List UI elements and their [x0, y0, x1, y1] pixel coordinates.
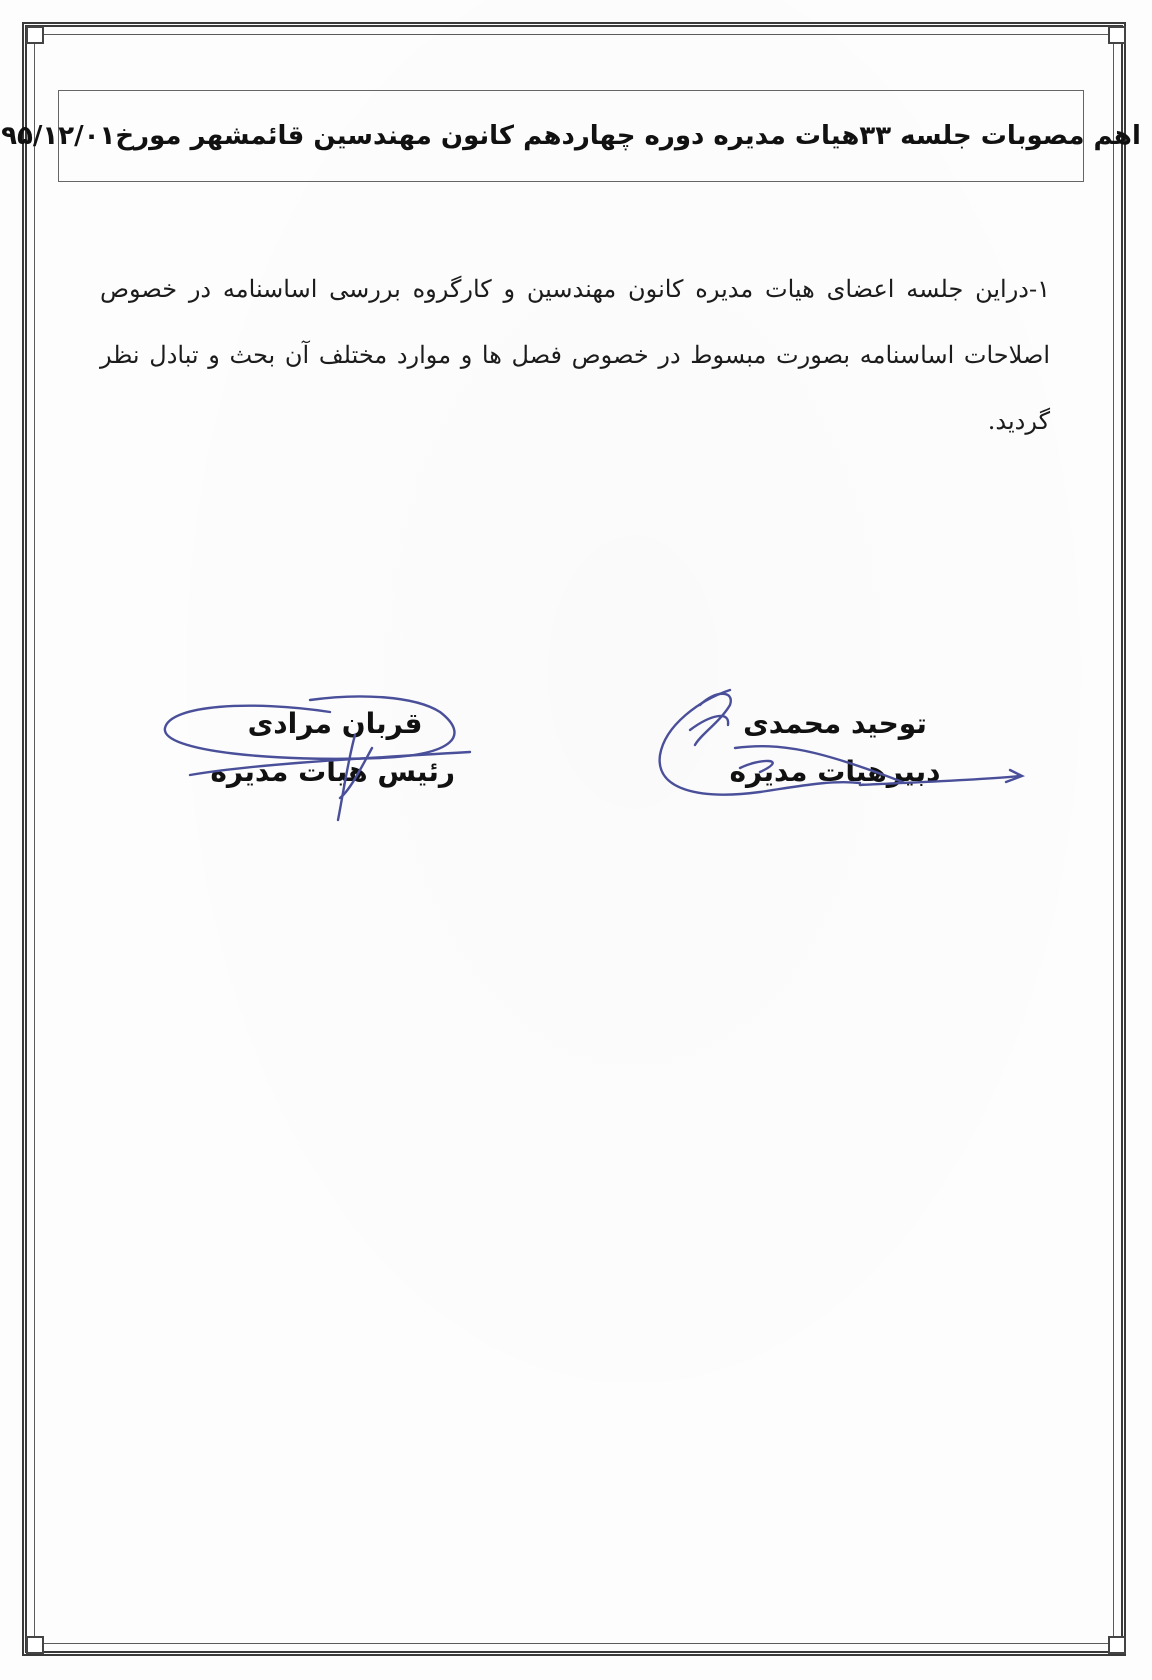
signature-block-right	[715, 700, 955, 796]
document-title: اهم مصوبات جلسه ۳۳هیات مدیره دوره چهاردهم کانون مهندسین قائمشهر مورخ۹۵/۱۲/۰۱	[1, 121, 1141, 151]
border-corner-ornament	[26, 1636, 44, 1654]
signatory-name: قربان مرادی	[247, 707, 423, 740]
signatory-title: رئیس هیات مدیره	[210, 755, 455, 788]
title-box	[1, 90, 1141, 182]
signature-block-left	[210, 700, 455, 796]
border-corner-ornament	[26, 26, 44, 44]
border-corner-ornament	[1108, 26, 1126, 44]
signatory-name: توحید محمدی	[743, 707, 927, 740]
resolution-paragraph: ۱-دراین جلسه اعضای هیات مدیره کانون مهندسین و کارگروه بررسی اساسنامه در خصوص اصلاحات اساسنامه بصورت مبسوط در خصوص فصل ها و موارد مختلف آن بحث و تبادل نظر گردید.	[100, 275, 1050, 435]
signatory-title: دبیرهیات مدیره	[729, 755, 941, 788]
border-corner-ornament	[1108, 1636, 1126, 1654]
